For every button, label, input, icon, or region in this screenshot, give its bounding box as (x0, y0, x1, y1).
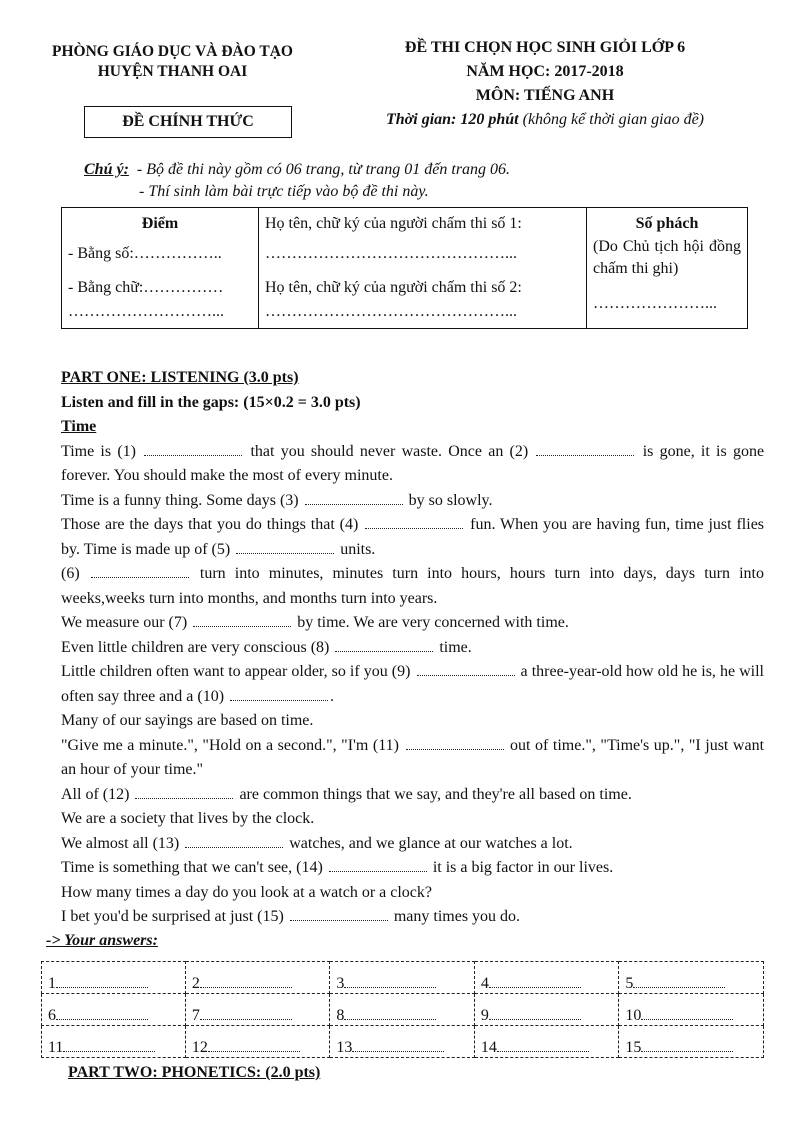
gap-13[interactable] (185, 837, 283, 848)
grader-1-dots: ………………………………………... (265, 245, 517, 262)
answers-label: -> Your answers: (46, 932, 158, 949)
answer-cell-9[interactable]: 9 (474, 994, 619, 1026)
gap-14[interactable] (329, 861, 427, 872)
score-cell (62, 208, 259, 329)
exam-time-note: (không kể thời gian giao đề) (522, 111, 704, 128)
score-header: Điểm (141, 215, 179, 232)
passage-line: We measure our (7) by time. We are very concerned with time. (61, 614, 569, 631)
passage-line: Little children often want to appear older, so if you (9) a three-year-old how old he is, he will often say three and a (10) . (61, 663, 765, 705)
code-cell (587, 208, 748, 329)
passage-line: Many of our sayings are based on time. (61, 712, 314, 729)
passage-line: We are a society that lives by the clock. (61, 810, 315, 827)
passage-line: Time is a funny thing. Some days (3) by so slowly. (61, 491, 493, 509)
answer-cell-8[interactable]: 8 (330, 994, 475, 1026)
grader-cell (259, 208, 587, 329)
answer-cell-14[interactable]: 14 (474, 1026, 619, 1058)
score-words: - Bằng chữ:…………… (68, 279, 224, 296)
answer-cell-1[interactable]: 1 (42, 962, 186, 994)
gap-9[interactable] (417, 665, 515, 676)
passage-line: (6) turn into minutes, minutes turn into hours, hours turn into days, days turn into weeks,weeks turn into months, and months turn into years. (61, 565, 765, 607)
official-label-box: ĐỀ CHÍNH THỨC (84, 106, 292, 138)
answer-table (41, 961, 764, 1058)
grader-2-label: Họ tên, chữ ký của người chấm thi số 2: (265, 279, 522, 296)
answer-cell-6[interactable]: 6 (42, 994, 186, 1026)
answer-cell-4[interactable]: 4 (474, 962, 619, 994)
department-line-2: HUYỆN THANH OAI (97, 63, 248, 80)
gap-15[interactable] (290, 910, 388, 921)
passage-line: We almost all (13) watches, and we glance at our watches a lot. (61, 834, 573, 852)
gap-8[interactable] (335, 641, 433, 652)
score-words-dots: ………………………... (68, 303, 224, 320)
answer-cell-3[interactable]: 3 (330, 962, 475, 994)
gap-2[interactable] (536, 445, 634, 456)
gap-12[interactable] (135, 788, 233, 799)
part1-title: PART ONE: LISTENING (3.0 pts) (61, 369, 299, 386)
passage-line: Time is something that we can't see, (14) it is a big factor in our lives. (61, 859, 614, 876)
note-line-1: - Bộ đề thi này gồm có 06 trang, từ trang 01 đến trang 06. (136, 161, 511, 178)
gap-1[interactable] (144, 445, 242, 456)
answer-cell-10[interactable]: 10 (619, 994, 764, 1026)
code-header: Số phách (635, 215, 699, 232)
gap-6[interactable] (91, 567, 189, 578)
grader-2-dots: ………………………………………... (265, 303, 517, 320)
part2-title: PART TWO: PHONETICS: (2.0 pts) (68, 1064, 321, 1081)
note-line-2: - Thí sinh làm bài trực tiếp vào bộ đề thi này. (139, 183, 429, 200)
subject: MÔN: TIẾNG ANH (475, 87, 615, 104)
code-note: (Do Chủ tịch hội đồng chấm thi ghi) (593, 238, 741, 277)
passage-line: I bet you'd be surprised at just (15) many times you do. (61, 908, 521, 925)
answer-cell-2[interactable]: 2 (185, 962, 330, 994)
grader-1-label: Họ tên, chữ ký của người chấm thi số 1: (265, 215, 522, 232)
passage-title: Time (61, 418, 97, 435)
note-label: Chú ý: (84, 161, 129, 178)
score-table (61, 207, 748, 329)
listening-section (61, 366, 764, 930)
answer-cell-12[interactable]: 12 (185, 1026, 330, 1058)
answer-cell-5[interactable]: 5 (619, 962, 764, 994)
score-numeric: - Bằng số:…………….. (68, 245, 222, 262)
gap-4[interactable] (365, 518, 463, 529)
passage-line: "Give me a minute.", "Hold on a second.", "I'm (11) out of time.", "Time's up.", "I just want an hour of your time." (61, 736, 765, 778)
part1-instruction: Listen and fill in the gaps: (15×0.2 = 3.0 pts) (61, 393, 361, 411)
passage-line: Even little children are very conscious (8) time. (61, 638, 472, 656)
passage-line: All of (12) are common things that we say, and they're all based on time. (61, 785, 632, 803)
exam-time (330, 108, 760, 132)
gap-10[interactable] (230, 690, 328, 701)
code-dots: …………………... (593, 295, 717, 312)
gap-11[interactable] (406, 739, 504, 750)
exam-info-block (330, 36, 760, 132)
department-line-1: PHÒNG GIÁO DỤC VÀ ĐÀO TẠO (52, 43, 293, 60)
exam-time-bold: Thời gian: 120 phút (385, 111, 519, 128)
passage-line: Those are the days that you do things that (4) fun. When you are having fun, time just flies by. Time is made up of (5) units. (61, 516, 765, 558)
answer-cell-11[interactable]: 11 (42, 1026, 186, 1058)
answer-cell-7[interactable]: 7 (185, 994, 330, 1026)
gap-3[interactable] (305, 494, 403, 505)
answer-cell-13[interactable]: 13 (330, 1026, 475, 1058)
department-block (30, 42, 315, 82)
passage-line: Time is (1) that you should never waste. Once an (2) is gone, it is gone forever. You should make the most of every minute. (61, 442, 765, 484)
gap-5[interactable] (236, 543, 334, 554)
passage-line: How many times a day do you look at a watch or a clock? (61, 883, 432, 901)
answer-cell-15[interactable]: 15 (619, 1026, 764, 1058)
school-year: NĂM HỌC: 2017-2018 (466, 63, 624, 80)
note-block (84, 159, 510, 203)
gap-7[interactable] (193, 616, 291, 627)
exam-title: ĐỀ THI CHỌN HỌC SINH GIỎI LỚP 6 (404, 39, 686, 56)
